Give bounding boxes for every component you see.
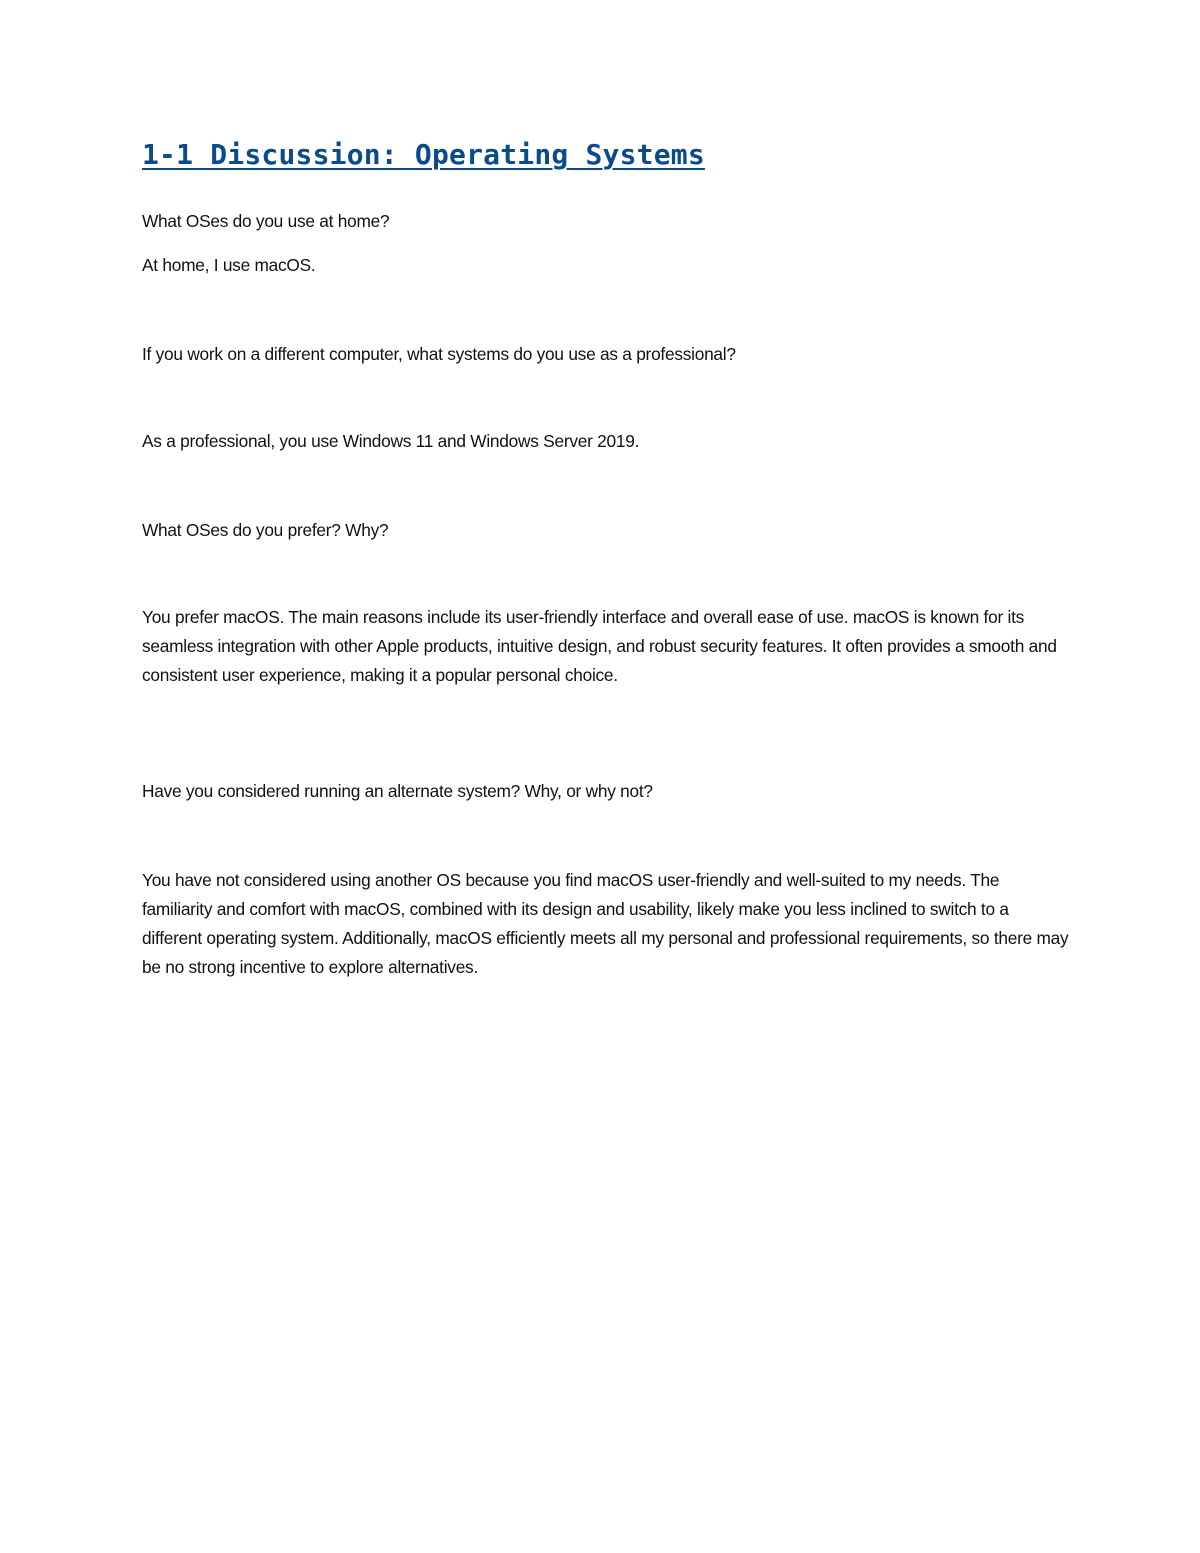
question-professional-os: If you work on a different computer, what systems do you use as a professional? bbox=[142, 344, 736, 364]
question-home-os: What OSes do you use at home? bbox=[142, 211, 390, 231]
question-preferred-os: What OSes do you prefer? Why? bbox=[142, 520, 389, 540]
answer-alternate-os: You have not considered using another OS because you find macOS user-friendly and well-suited to my needs. The familiarity and comfort with macOS, combined with its design and usability, likely make you less inclined to switch to a different operating system. Additionally, macOS efficiently meets all my personal and professional requirements, so there may be no strong incentive to explore alternatives. bbox=[142, 870, 1069, 977]
answer-preferred-os: You prefer macOS. The main reasons include its user-friendly interface and overall ease of use. macOS is known for its seamless integration with other Apple products, intuitive design, and robust security features. It often provides a smooth and consistent user experience, making it a popular personal choice. bbox=[142, 607, 1057, 685]
answer-professional-os: As a professional, you use Windows 11 and Windows Server 2019. bbox=[142, 431, 640, 451]
page-title: 1-1 Discussion: Operating Systems bbox=[142, 138, 705, 171]
answer-home-os: At home, I use macOS. bbox=[142, 255, 316, 275]
question-alternate-os: Have you considered running an alternate system? Why, or why not? bbox=[142, 781, 653, 801]
